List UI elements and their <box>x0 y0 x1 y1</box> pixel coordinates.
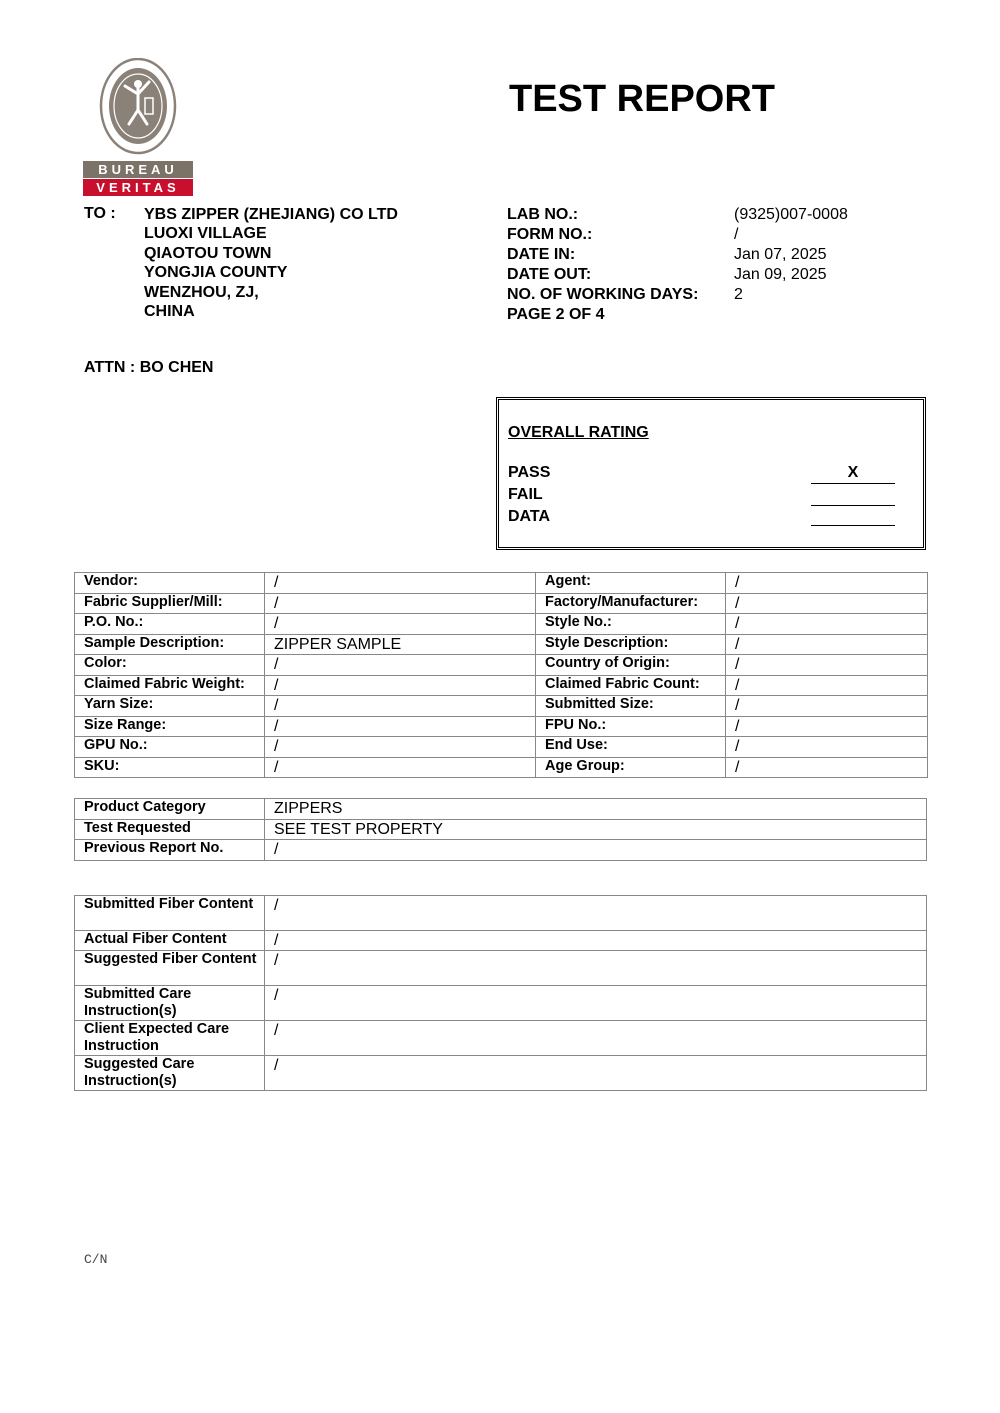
table-row <box>75 840 927 861</box>
field-label: Suggested Fiber Content <box>75 951 265 986</box>
table-row <box>75 931 927 951</box>
table-row <box>75 573 928 594</box>
field-label: Submitted Fiber Content <box>75 896 265 931</box>
field-value: / <box>726 614 928 635</box>
fiber-care-table <box>74 895 927 1091</box>
product-table <box>74 798 927 861</box>
field-label: GPU No.: <box>75 737 265 758</box>
field-value: / <box>265 716 536 737</box>
field-label: Test Requested <box>75 819 265 840</box>
field-value: SEE TEST PROPERTY <box>265 819 927 840</box>
field-value: / <box>265 737 536 758</box>
table-row <box>75 986 927 1021</box>
table-row <box>75 819 927 840</box>
field-label: Submitted Care Instruction(s) <box>75 986 265 1021</box>
table-row <box>75 655 928 676</box>
address-line: YBS ZIPPER (ZHEJIANG) CO LTD <box>144 206 398 223</box>
field-value: / <box>265 696 536 717</box>
field-label: Sample Description: <box>75 634 265 655</box>
address-line: CHINA <box>144 303 195 321</box>
to-label: TO : <box>84 205 116 222</box>
field-value: / <box>726 757 928 778</box>
field-value: / <box>265 593 536 614</box>
field-label: Claimed Fabric Weight: <box>75 675 265 696</box>
lab-info-labels <box>507 205 698 325</box>
logo-band-bottom: VERITAS <box>83 179 193 196</box>
table-row <box>75 593 928 614</box>
field-value: / <box>265 675 536 696</box>
field-value: / <box>726 655 928 676</box>
address-line: LUOXI VILLAGE <box>144 225 267 243</box>
date-in-label: DATE IN: <box>507 246 576 263</box>
table-row <box>75 737 928 758</box>
field-label: P.O. No.: <box>75 614 265 635</box>
working-days-label: NO. OF WORKING DAYS: <box>507 286 699 303</box>
field-value: ZIPPERS <box>265 799 927 820</box>
table-row <box>75 634 928 655</box>
field-label: Country of Origin: <box>536 655 726 676</box>
field-label: Previous Report No. <box>75 840 265 861</box>
field-label: Vendor: <box>75 573 265 594</box>
field-value: ZIPPER SAMPLE <box>265 634 536 655</box>
field-value: / <box>265 986 927 1021</box>
field-value: / <box>265 655 536 676</box>
field-label: Suggested Care Instruction(s) <box>75 1056 265 1091</box>
address-line: QIAOTOU TOWN <box>144 244 272 262</box>
logo-band-top: BUREAU <box>83 161 193 178</box>
overall-rating-title: OVERALL RATING <box>508 424 649 441</box>
form-no-label: FORM NO.: <box>507 226 593 243</box>
field-value: / <box>726 593 928 614</box>
seal-icon <box>83 58 193 158</box>
rating-fail-label: FAIL <box>508 486 543 503</box>
field-label: Submitted Size: <box>536 696 726 717</box>
field-label: Style No.: <box>536 614 726 635</box>
rating-data-label: DATA <box>508 508 551 525</box>
table-row <box>75 799 927 820</box>
date-out-label: DATE OUT: <box>507 266 592 283</box>
field-value: / <box>265 931 927 951</box>
date-in-value: Jan 07, 2025 <box>734 246 827 263</box>
address-line: YONGJIA COUNTY <box>144 264 288 282</box>
address-line: WENZHOU, ZJ, <box>144 283 259 301</box>
field-value: / <box>265 1056 927 1091</box>
field-value: / <box>726 716 928 737</box>
field-label: Color: <box>75 655 265 676</box>
form-no-value: / <box>734 226 739 243</box>
field-label: Age Group: <box>536 757 726 778</box>
table-row <box>75 614 928 635</box>
field-value: / <box>265 614 536 635</box>
attention-line: ATTN : BO CHEN <box>84 359 214 376</box>
field-label: Client Expected Care Instruction <box>75 1021 265 1056</box>
table-row <box>75 951 927 986</box>
field-label: Fabric Supplier/Mill: <box>75 593 265 614</box>
bureau-veritas-logo <box>83 58 193 196</box>
rating-fail-mark <box>811 486 895 506</box>
field-value: / <box>265 896 927 931</box>
overall-rating-box <box>496 397 926 550</box>
page-number: PAGE 2 OF 4 <box>507 306 605 323</box>
field-value: / <box>265 573 536 594</box>
to-address <box>144 205 398 321</box>
field-value: / <box>726 634 928 655</box>
table-row <box>75 1021 927 1056</box>
field-label: End Use: <box>536 737 726 758</box>
page-title: TEST REPORT <box>509 78 776 120</box>
table-row <box>75 696 928 717</box>
field-label: Product Category <box>75 799 265 820</box>
field-value: / <box>726 573 928 594</box>
field-value: / <box>265 757 536 778</box>
field-label: SKU: <box>75 757 265 778</box>
field-label: Style Description: <box>536 634 726 655</box>
field-label: FPU No.: <box>536 716 726 737</box>
table-row <box>75 896 927 931</box>
field-label: Yarn Size: <box>75 696 265 717</box>
field-value: / <box>726 737 928 758</box>
field-value: / <box>726 696 928 717</box>
lab-no-label: LAB NO.: <box>507 206 579 223</box>
field-label: Claimed Fabric Count: <box>536 675 726 696</box>
rating-pass-label: PASS <box>508 464 551 481</box>
table-row <box>75 757 928 778</box>
sample-info-table <box>74 572 928 778</box>
field-value: / <box>265 840 927 861</box>
field-value: / <box>265 1021 927 1056</box>
lab-info-values <box>734 205 848 305</box>
field-label: Actual Fiber Content <box>75 931 265 951</box>
lab-no-value: (9325)007-0008 <box>734 206 848 223</box>
rating-data-mark <box>811 506 895 526</box>
field-label: Agent: <box>536 573 726 594</box>
footer-code: C/N <box>84 1252 108 1267</box>
rating-pass-mark: X <box>811 464 895 484</box>
field-label: Factory/Manufacturer: <box>536 593 726 614</box>
table-row <box>75 1056 927 1091</box>
date-out-value: Jan 09, 2025 <box>734 266 827 283</box>
working-days-value: 2 <box>734 286 743 303</box>
field-label: Size Range: <box>75 716 265 737</box>
field-value: / <box>726 675 928 696</box>
table-row <box>75 716 928 737</box>
table-row <box>75 675 928 696</box>
field-value: / <box>265 951 927 986</box>
